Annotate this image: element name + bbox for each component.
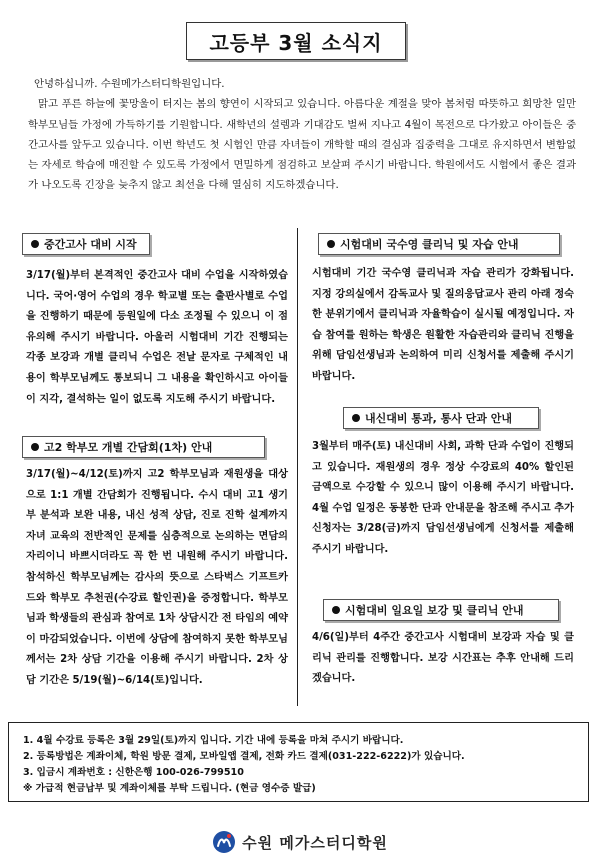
midterm-heading-text: 중간고사 대비 시작 <box>44 238 137 251</box>
page-title: 고등부 3월 소식지 <box>186 22 406 60</box>
consult-heading-text: 고2 학부모 개별 간담회(1차) 안내 <box>44 441 213 454</box>
bullet-icon <box>31 443 39 451</box>
science-heading <box>343 407 539 429</box>
sunday-heading-text: 시험대비 일요일 보강 및 클리닉 안내 <box>345 604 524 617</box>
sunday-body <box>312 628 574 690</box>
notice-line: 3. 입금시 계좌번호 : 신한은행 100-026-799510 <box>23 767 244 778</box>
intro-body: 맑고 푸른 하늘에 꽃망울이 터지는 봄의 향연이 시작되고 있습니다. 아름다운 계절을 맞아 봄처럼 따뜻하고 희망찬 일만 학부모님들 가정에 가득하기를 기원합니다. 새학년의 설렘과 기대감도 벌써 지나고 4월이 목전으로 다가왔고 아이들은 중간고사를 앞두고 있습니다. 이번 학년도 첫 시험인 만큼 자녀들이 개학할 때의 결심과 집중력을 그대로 유지하면서 변함없는 자세로 학습에 매진할 수 있도록 가정에서 면밀하게 점검하고 보살펴 주시기 바랍니다. 학원에서도 시험에서 좋은 결과가 나오도록 긴장을 늦추지 않고 최선을 다해 열심히 지도하겠습니다. <box>28 98 576 192</box>
midterm-heading <box>22 233 150 255</box>
science-body <box>312 437 574 561</box>
bullet-icon <box>31 240 39 248</box>
midterm-body-text: 3/17(월)부터 본격적인 중간고사 대비 수업을 시작하였습니다. 국어·영어 수업의 경우 학교별 또는 출판사별로 수업을 진행하기 때문에 등원일에 다소 조정될 수 있으니 이 점 유의해 주시기 바랍니다. 아울러 시험대비 기간 진행되는 각종 보강과 개별 클리닉 수업은 전날 문자로 구체적인 내용이 학부모님께도 통보되니 그 내용을 확인하시고 아이들이 지각, 결석하는 일이 없도록 지도해 주시기 바랍니다. <box>26 270 288 405</box>
notice-line: 2. 등록방법은 계좌이체, 학원 방문 결제, 모바일앱 결제, 전화 카드 결제(031-222-6222)가 있습니다. <box>23 751 465 762</box>
intro-greeting: 안녕하십니까. 수원메가스터디학원입니다. <box>34 78 225 90</box>
footer-logo <box>0 829 600 855</box>
consult-heading <box>22 436 265 458</box>
bullet-icon <box>332 606 340 614</box>
intro-letter <box>28 74 576 196</box>
consult-body <box>26 465 288 692</box>
bullet-icon <box>352 414 360 422</box>
clinic-heading <box>318 233 560 255</box>
midterm-body <box>26 266 288 410</box>
clinic-body <box>312 264 574 388</box>
clinic-body-text: 시험대비 기간 국수영 클리닉과 자습 관리가 강화됩니다. 지정 강의실에서 감독교사 및 질의응답교사 관리 아래 정숙한 분위기에서 클리닉과 자율학습이 실시될 예정입니다. 자습 참여를 원하는 학생은 원활한 자습관리와 클리닉 진행을 위해 담임선생님과 논의하여 미리 신청서를 제출해 주시기 바랍니다. <box>312 268 574 382</box>
column-divider <box>297 228 298 706</box>
notice-line: ※ 가급적 현금납부 및 계좌이체를 부탁 드립니다. (현금 영수증 발급) <box>23 783 316 794</box>
sunday-body-text: 4/6(일)부터 4주간 중간고사 시험대비 보강과 자습 및 클리닉 관리를 진행합니다. 보강 시간표는 추후 안내해 드리겠습니다. <box>312 632 574 685</box>
clinic-heading-text: 시험대비 국수영 클리닉 및 자습 안내 <box>340 238 519 251</box>
science-heading-text: 내신대비 통과, 통사 단과 안내 <box>365 412 513 425</box>
sunday-heading <box>323 599 559 621</box>
science-body-text: 3월부터 매주(토) 내신대비 사회, 과학 단과 수업이 진행되고 있습니다. 재원생의 경우 정상 수강료의 40% 할인된 금액으로 수강할 수 있으니 많이 이용해 주시기 바랍니다. 4월 수업 일정은 동봉한 단과 안내문을 참조해 주시고 추가 신청자는 3/28(금)까지 담임선생님에게 신청서를 제출해 주시기 바랍니다. <box>312 441 574 555</box>
megastudy-logo-icon <box>212 830 236 854</box>
registration-notice <box>8 722 589 802</box>
bullet-icon <box>327 240 335 248</box>
notice-line: 1. 4월 수강료 등록은 3월 29일(토)까지 입니다. 기간 내에 등록을 마쳐 주시기 바랍니다. <box>23 735 404 746</box>
brand-name: 수원 메가스터디학원 <box>242 833 388 852</box>
consult-body-text: 3/17(월)~4/12(토)까지 고2 학부모님과 재원생을 대상으로 1:1 개별 간담회가 진행됩니다. 수시 대비 고1 생기부 분석과 보완 내용, 내신 성적 상담, 진로 진학 설계까지 자녀 교육의 전반적인 문제를 심층적으로 논의하는 면담의 자리이니 바쁘시더라도 꼭 한 번 내원해 주시기 바랍니다. 참석하신 학부모님께는 감사의 뜻으로 스타벅스 기프트카드와 학부모 추천권(수강료 할인권)을 증정합니다. 학부모님과 학생들의 관심과 참여로 1차 상담시간 전 타임의 예약이 마감되었습니다. 이번에 상담에 참여하지 못한 학부모님께서는 2차 상담 기간을 이용해 주시기 바랍니다. 2차 상담 기간은 5/19(월)~6/14(토)입니다. <box>26 469 288 686</box>
